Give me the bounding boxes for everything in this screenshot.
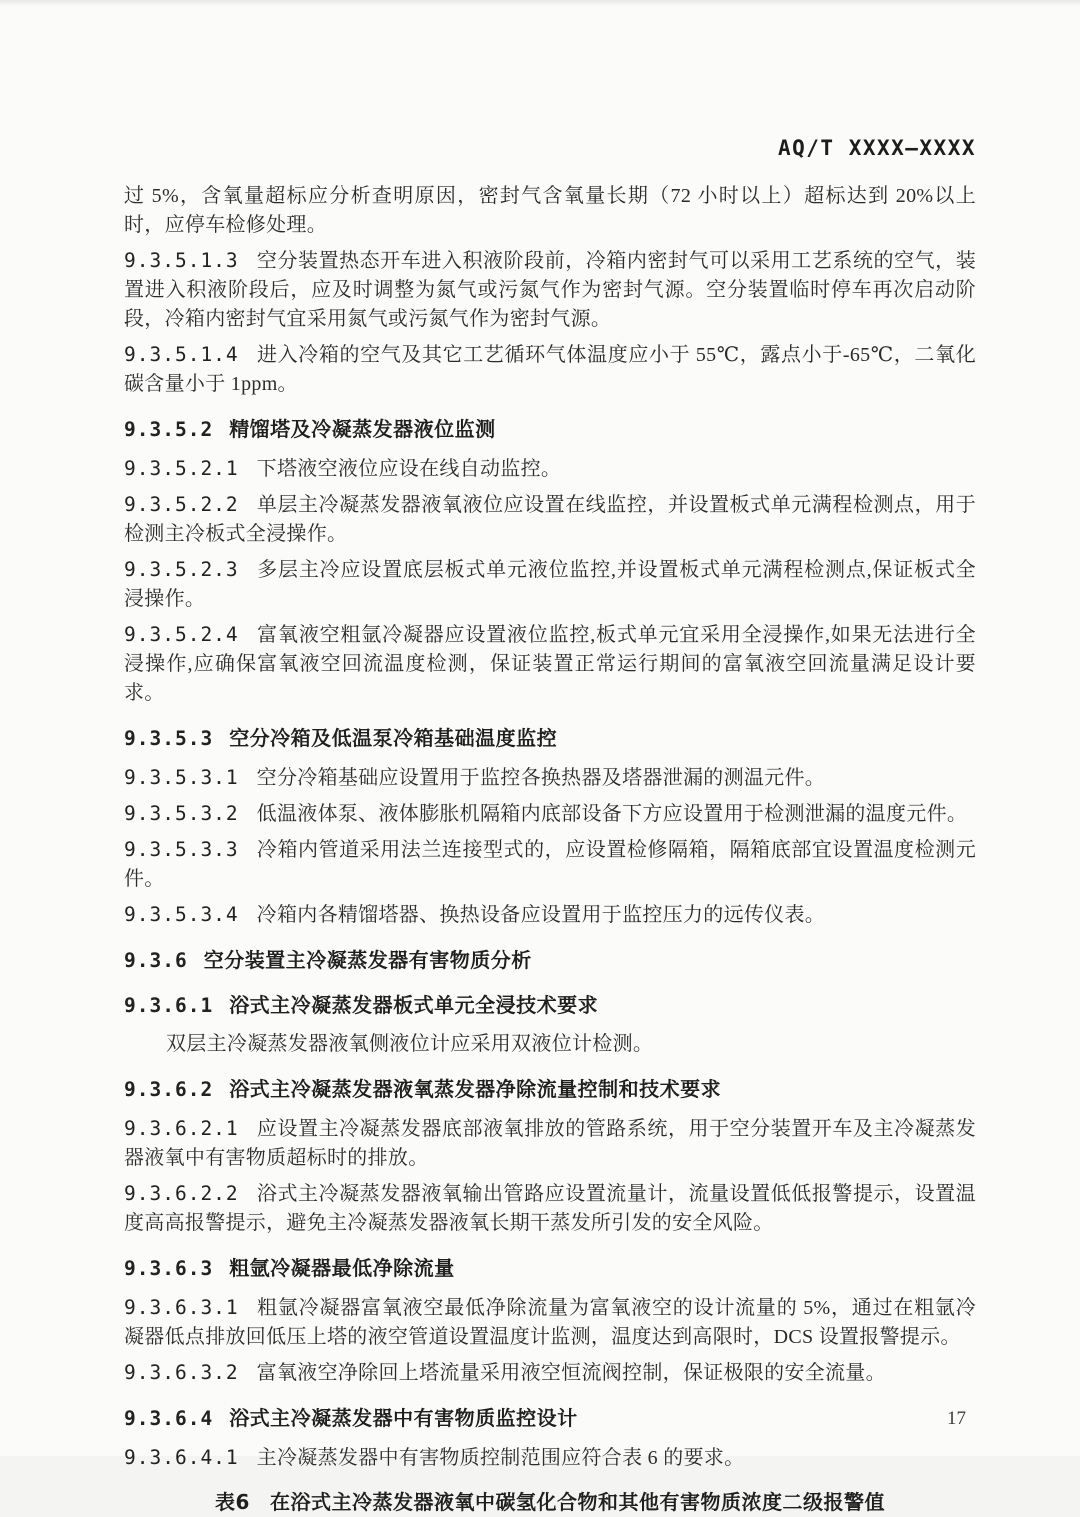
paragraph: 9.3.5.3.3 冷箱内管道采用法兰连接型式的，应设置检修隔箱，隔箱底部宜设置温度检测元件。 xyxy=(124,838,976,890)
table-caption-title: 在浴式主冷蒸发器液氧中碳氢化合物和其他有害物质浓度二级报警值 xyxy=(269,1490,885,1514)
clause-number: 9.3.6.3 xyxy=(124,1257,214,1280)
clause-number: 9.3.6.2.1 xyxy=(124,1117,239,1140)
clause-number: 9.3.6 xyxy=(124,949,188,972)
table-caption-label: 表6 xyxy=(215,1490,250,1514)
clause-number: 9.3.5.3.2 xyxy=(124,802,239,825)
clause-number: 9.3.6.3.1 xyxy=(124,1296,239,1319)
section-heading: 9.3.6.4 浴式主冷凝蒸发器中有害物质监控设计 xyxy=(124,1406,578,1430)
paragraph: 9.3.5.2.2 单层主冷凝蒸发器液氧液位应设置在线监控，并设置板式单元满程检测点，用于检测主冷板式全浸操作。 xyxy=(124,493,976,545)
paragraph: 9.3.6.2.2 浴式主冷凝蒸发器液氧输出管路应设置流量计，流量设置低低报警提示，设置温度高高报警提示，避免主冷凝蒸发器液氧长期干蒸发所引发的安全风险。 xyxy=(124,1182,976,1234)
clause-number: 9.3.6.3.2 xyxy=(124,1361,239,1384)
clause-number: 9.3.6.1 xyxy=(124,994,214,1017)
section-heading: 9.3.6.1 浴式主冷凝蒸发器板式单元全浸技术要求 xyxy=(124,993,599,1017)
clause-number: 9.3.5.2.4 xyxy=(124,623,239,646)
standard-code: AQ/T XXXX—XXXX xyxy=(777,136,976,160)
clause-number: 9.3.6.4 xyxy=(124,1407,214,1430)
paragraph: 9.3.5.2.4 富氧液空粗氩冷凝器应设置液位监控,板式单元宜采用全浸操作,如果无法进行全浸操作,应确保富氧液空回流温度检测，保证装置正常运行期间的富氧液空回流量满足设计要求。 xyxy=(124,623,976,704)
section-heading: 9.3.6.3 粗氩冷凝器最低净除流量 xyxy=(124,1256,455,1280)
paragraph: 9.3.5.2.1 下塔液空液位应设在线自动监控。 xyxy=(124,457,562,480)
clause-number: 9.3.5.1.3 xyxy=(124,249,239,272)
document-body xyxy=(124,176,976,1517)
section-heading: 9.3.6 空分装置主冷凝蒸发器有害物质分析 xyxy=(124,948,532,972)
paragraph: 9.3.6.2.1 应设置主冷凝蒸发器底部液氧排放的管路系统，用于空分装置开车及主冷凝蒸发器液氧中有害物质超标时的排放。 xyxy=(124,1117,976,1169)
clause-number: 9.3.5.3.1 xyxy=(124,766,239,789)
clause-number: 9.3.5.3.3 xyxy=(124,838,239,861)
paragraph: 9.3.6.3.1 粗氩冷凝器富氧液空最低净除流量为富氧液空的设计流量的 5%，通过在粗氩冷凝器低点排放回低压上塔的液空管道设置温度计监测，温度达到高限时，DCS 设置报警提示。 xyxy=(124,1296,976,1348)
clause-number: 9.3.5.2.1 xyxy=(124,457,239,480)
clause-number: 9.3.5.2 xyxy=(124,418,214,441)
section-heading: 9.3.5.2 精馏塔及冷凝蒸发器液位监测 xyxy=(124,417,496,441)
clause-number: 9.3.6.2.2 xyxy=(124,1182,239,1205)
paragraph: 过 5%，含氧量超标应分析查明原因，密封气含氧量长期（72 小时以上）超标达到 20%以上时，应停车检修处理。 xyxy=(124,185,976,236)
paragraph: 9.3.5.3.4 冷箱内各精馏塔器、换热设备应设置用于监控压力的远传仪表。 xyxy=(124,903,826,926)
paragraph: 9.3.5.1.4 进入冷箱的空气及其它工艺循环气体温度应小于 55℃，露点小于-65℃，二氧化碳含量小于 1ppm。 xyxy=(124,343,976,395)
clause-number: 9.3.5.2.3 xyxy=(124,558,239,581)
page-header xyxy=(778,136,976,160)
clause-number: 9.3.5.3.4 xyxy=(124,903,239,926)
paragraph: 双层主冷凝蒸发器液氧侧液位计应采用双液位计检测。 xyxy=(166,1033,654,1055)
page-footer xyxy=(947,1408,966,1430)
page-number: 17 xyxy=(947,1408,966,1429)
paragraph: 9.3.5.2.3 多层主冷应设置底层板式单元液位监控,并设置板式单元满程检测点,保证板式全浸操作。 xyxy=(124,558,976,610)
paragraph: 9.3.6.4.1 主冷凝蒸发器中有害物质控制范围应符合表 6 的要求。 xyxy=(124,1446,745,1469)
paragraph: 9.3.5.1.3 空分装置热态开车进入积液阶段前，冷箱内密封气可以采用工艺系统的空气，装置进入积液阶段后，应及时调整为氮气或污氮气作为密封气源。空分装置临时停车再次启动阶段，冷箱内密封气宜采用氮气或污氮气作为密封气源。 xyxy=(124,249,976,330)
paragraph: 9.3.5.3.1 空分冷箱基础应设置用于监控各换热器及塔器泄漏的测温元件。 xyxy=(124,766,826,789)
clause-number: 9.3.6.4.1 xyxy=(124,1446,239,1469)
clause-number: 9.3.5.3 xyxy=(124,727,214,750)
paragraph: 9.3.6.3.2 富氧液空净除回上塔流量采用液空恒流阀控制，保证极限的安全流量。 xyxy=(124,1361,886,1384)
table-caption xyxy=(124,1488,976,1517)
clause-number: 9.3.6.2 xyxy=(124,1078,214,1101)
paragraph: 9.3.5.3.2 低温液体泵、液体膨胀机隔箱内底部设备下方应设置用于检测泄漏的温度元件。 xyxy=(124,802,968,825)
section-heading: 9.3.5.3 空分冷箱及低温泵冷箱基础温度监控 xyxy=(124,726,558,750)
clause-number: 9.3.5.2.2 xyxy=(124,493,239,516)
section-heading: 9.3.6.2 浴式主冷凝蒸发器液氧蒸发器净除流量控制和技术要求 xyxy=(124,1077,722,1101)
clause-number: 9.3.5.1.4 xyxy=(124,343,239,366)
